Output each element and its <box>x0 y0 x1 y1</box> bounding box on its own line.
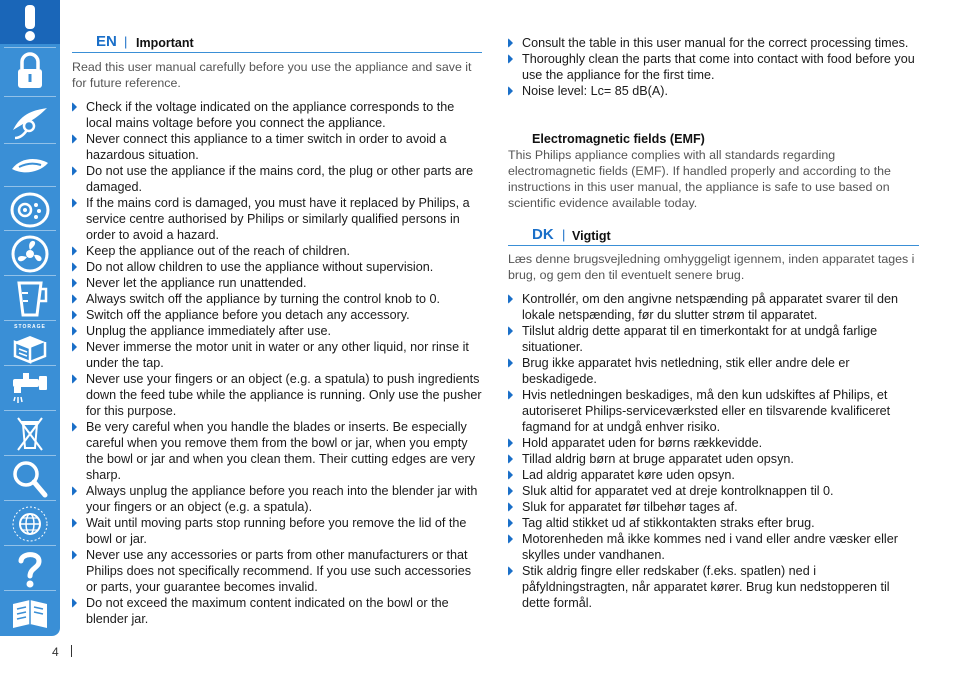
section-title: Important <box>136 36 194 50</box>
page-number-divider <box>71 645 72 657</box>
language-code: EN <box>96 33 117 50</box>
bullet-text: Always unplug the appliance before you reach into the blender jar with your fingers or an object (e.g. a spatula). <box>86 484 478 514</box>
bullet-item <box>508 515 908 531</box>
magnifier-icon <box>9 459 51 499</box>
bullet-arrow-icon <box>508 438 513 448</box>
bullet-item <box>72 339 482 371</box>
bullet-text: Switch off the appliance before you detach any accessory. <box>86 308 410 322</box>
bullet-arrow-icon <box>508 502 513 512</box>
bullet-arrow-icon <box>508 38 513 48</box>
bullet-text: Tag altid stikket ud af stikkontakten straks efter brug. <box>522 516 815 530</box>
bullet-text: Stik aldrig fingre eller redskaber (f.eks. spatlen) ned i påfyldningstragten, når apparatet kører. Brug kun nedstopperen til dette formål. <box>522 564 890 610</box>
bullet-item <box>508 387 908 435</box>
bullet-arrow-icon <box>508 54 513 64</box>
bullet-arrow-icon <box>72 326 77 336</box>
bullet-arrow-icon <box>508 566 513 576</box>
storage-label: STORAGE <box>14 324 46 330</box>
bullet-item <box>72 419 482 483</box>
tab-controls[interactable] <box>0 188 60 232</box>
emf-title: Electromagnetic fields (EMF) <box>532 132 705 146</box>
bullet-item <box>508 35 919 51</box>
bullet-item <box>72 323 482 339</box>
divider <box>4 320 56 321</box>
bullet-text: Sluk altid for apparatet ved at dreje kontrolknappen til 0. <box>522 484 834 498</box>
bullet-text: Do not use the appliance if the mains cord, the plug or other parts are damaged. <box>86 164 474 194</box>
book-icon <box>9 594 51 634</box>
bullet-text: Do not exceed the maximum content indicated on the bowl or the blender jar. <box>86 596 449 626</box>
tab-questions[interactable] <box>0 547 60 591</box>
tab-manual[interactable] <box>0 592 60 636</box>
bullet-text: Keep the appliance out of the reach of children. <box>86 244 350 258</box>
tab-important[interactable] <box>0 0 60 44</box>
bullet-item <box>508 563 908 611</box>
section-title: Vigtigt <box>572 229 611 243</box>
bullet-item <box>508 467 908 483</box>
language-code: DK <box>532 226 554 243</box>
tab-environment[interactable] <box>0 412 60 456</box>
bullet-text: Never use any accessories or parts from other manufacturers or that Philips does not specifically recommend. If you use such accessories or parts, your guarantee becomes invalid. <box>86 548 471 594</box>
bullet-item <box>508 51 919 83</box>
bullet-item <box>72 371 482 419</box>
bullet-text: Brug ikke apparatet hvis netledning, stik eller andre dele er beskadigede. <box>522 356 850 386</box>
en-bullet-list-continued <box>508 35 919 99</box>
bullet-item <box>72 99 482 131</box>
emf-text: This Philips appliance complies with all standards regarding electromagnetic fields (EMF). If handled properly and according to the instructions in this user manual, the appliance is safe to use based on scientific evidence available today. <box>508 148 891 210</box>
question-icon <box>9 549 51 589</box>
bullet-item <box>72 515 482 547</box>
bullet-text: Motorenheden må ikke kommes ned i vand eller andre væsker eller skylles under vandhanen. <box>522 532 898 562</box>
bullet-text: Always switch off the appliance by turning the control knob to 0. <box>86 292 440 306</box>
bullet-text: Do not allow children to use the appliance without supervision. <box>86 260 434 274</box>
tab-storage[interactable] <box>0 322 60 366</box>
bullet-arrow-icon <box>508 358 513 368</box>
tap-icon <box>9 369 51 409</box>
bullet-text: Hvis netledningen beskadiges, må den kun udskiftes af Philips, et autoriseret Philips-serviceværksted eller en tilsvarende kvalificeret fagmand for at undgå enhver risiko. <box>522 388 891 434</box>
sidebar <box>0 0 60 636</box>
bullet-text: Lad aldrig apparatet køre uden opsyn. <box>522 468 735 482</box>
bullet-arrow-icon <box>72 198 77 208</box>
bullet-arrow-icon <box>72 422 77 432</box>
bullet-text: Tilslut aldrig dette apparat til en timerkontakt for at undgå farlige situationer. <box>522 324 878 354</box>
bullet-item <box>72 195 482 243</box>
bullet-item <box>72 595 482 627</box>
bullet-item <box>508 499 908 515</box>
bullet-item <box>72 275 482 291</box>
padlock-icon <box>9 51 51 91</box>
divider <box>4 410 56 411</box>
tab-disc[interactable] <box>0 145 60 189</box>
dk-bullet-list <box>508 291 908 611</box>
bullet-item <box>508 483 908 499</box>
bullet-item <box>508 451 908 467</box>
divider <box>4 590 56 591</box>
jug-icon <box>9 279 51 319</box>
bullet-arrow-icon <box>508 294 513 304</box>
bullet-arrow-icon <box>72 342 77 352</box>
bullet-arrow-icon <box>508 470 513 480</box>
bullet-text: Kontrollér, om den angivne netspænding på apparatet svarer til den lokale netspænding, før du slutter strøm til apparatet. <box>522 292 898 322</box>
bullet-item <box>72 131 482 163</box>
bullet-item <box>508 435 908 451</box>
tab-jug[interactable] <box>0 277 60 321</box>
bullet-item <box>72 307 482 323</box>
tab-safety[interactable] <box>0 49 60 93</box>
bullet-text: Tillad aldrig børn at bruge apparatet uden opsyn. <box>522 452 794 466</box>
bullet-arrow-icon <box>508 454 513 464</box>
bullet-arrow-icon <box>72 246 77 256</box>
blade-icon <box>9 100 51 140</box>
bullet-item <box>72 483 482 515</box>
separator: | <box>124 34 128 49</box>
bullet-item <box>72 259 482 275</box>
divider <box>4 96 56 97</box>
bullet-arrow-icon <box>72 550 77 560</box>
divider <box>4 230 56 231</box>
divider <box>4 365 56 366</box>
bullet-arrow-icon <box>508 534 513 544</box>
bullet-text: Wait until moving parts stop running before you remove the lid of the bowl or jar. <box>86 516 467 546</box>
bullet-arrow-icon <box>508 390 513 400</box>
divider <box>4 47 56 48</box>
bullet-arrow-icon <box>72 598 77 608</box>
dk-intro-text: Læs denne brugsvejledning omhyggeligt igennem, inden apparatet tages i brug, og gem den til eventuelt senere brug. <box>508 252 915 282</box>
intro-text: Read this user manual carefully before you use the appliance and save it for future reference. <box>72 60 472 90</box>
disc-icon <box>9 147 51 187</box>
bullet-text: Noise level: Lc= 85 dB(A). <box>522 84 668 98</box>
bullet-arrow-icon <box>72 518 77 528</box>
bullet-arrow-icon <box>508 486 513 496</box>
bullet-item <box>508 323 908 355</box>
bullet-arrow-icon <box>508 518 513 528</box>
bullet-item <box>72 547 482 595</box>
divider <box>4 500 56 501</box>
bullet-text: Consult the table in this user manual for the correct processing times. <box>522 36 909 50</box>
bullet-text: Sluk for apparatet før tilbehør tages af. <box>522 500 738 514</box>
tab-cleaning[interactable] <box>0 367 60 411</box>
tab-fan[interactable] <box>0 232 60 276</box>
en-section-header <box>72 32 482 53</box>
exclamation-icon <box>9 2 51 42</box>
globe-icon <box>9 504 51 544</box>
bullet-item <box>72 243 482 259</box>
bullet-arrow-icon <box>72 134 77 144</box>
bullet-item <box>508 531 908 563</box>
bullet-arrow-icon <box>72 102 77 112</box>
divider <box>4 545 56 546</box>
bullet-arrow-icon <box>72 294 77 304</box>
bullet-item <box>508 291 908 323</box>
divider <box>4 186 56 187</box>
bullet-item <box>72 163 482 195</box>
bullet-text: Check if the voltage indicated on the appliance corresponds to the local mains voltage before you connect the appliance. <box>86 100 455 130</box>
bullet-arrow-icon <box>72 486 77 496</box>
bullet-text: Thoroughly clean the parts that come into contact with food before you use the appliance for the first time. <box>522 52 915 82</box>
fan-disc-icon <box>9 234 51 274</box>
bullet-arrow-icon <box>508 326 513 336</box>
tab-troubleshooting[interactable] <box>0 457 60 501</box>
en-bullet-list <box>72 99 482 627</box>
bullet-text: Never immerse the motor unit in water or any other liquid, nor rinse it under the tap. <box>86 340 469 370</box>
bullet-text: Hold apparatet uden for børns rækkevidde. <box>522 436 763 450</box>
bullet-text: Never let the appliance run unattended. <box>86 276 307 290</box>
bullet-text: Unplug the appliance immediately after use. <box>86 324 332 338</box>
crossed-bin-icon <box>9 414 51 454</box>
divider <box>4 455 56 456</box>
control-knob-icon <box>9 190 51 230</box>
separator: | <box>562 227 566 242</box>
bullet-item <box>72 291 482 307</box>
bullet-arrow-icon <box>72 166 77 176</box>
page-number: 4 <box>52 645 59 659</box>
bullet-arrow-icon <box>72 278 77 288</box>
bullet-arrow-icon <box>508 86 513 96</box>
dk-section-header <box>508 225 919 246</box>
bullet-arrow-icon <box>72 374 77 384</box>
bullet-text: If the mains cord is damaged, you must have it replaced by Philips, a service centre authorised by Philips or similarly qualified persons in order to avoid a hazard. <box>86 196 470 242</box>
bullet-text: Be very careful when you handle the blades or inserts. Be especially careful when you remove them from the bowl or jar, when you empty the bowl or jar and when you clean them. Their cutting edges are very sharp. <box>86 420 475 482</box>
bullet-item <box>508 83 919 99</box>
tab-blade[interactable] <box>0 98 60 142</box>
tab-guarantee[interactable] <box>0 502 60 546</box>
bullet-text: Never use your fingers or an object (e.g. a spatula) to push ingredients down the feed tube while the appliance is running. Only use the pusher for this purpose. <box>86 372 482 418</box>
divider <box>4 143 56 144</box>
storage-box-icon <box>9 324 51 364</box>
divider <box>4 275 56 276</box>
bullet-text: Never connect this appliance to a timer switch in order to avoid a hazardous situation. <box>86 132 447 162</box>
bullet-arrow-icon <box>72 310 77 320</box>
bullet-arrow-icon <box>72 262 77 272</box>
bullet-item <box>508 355 908 387</box>
